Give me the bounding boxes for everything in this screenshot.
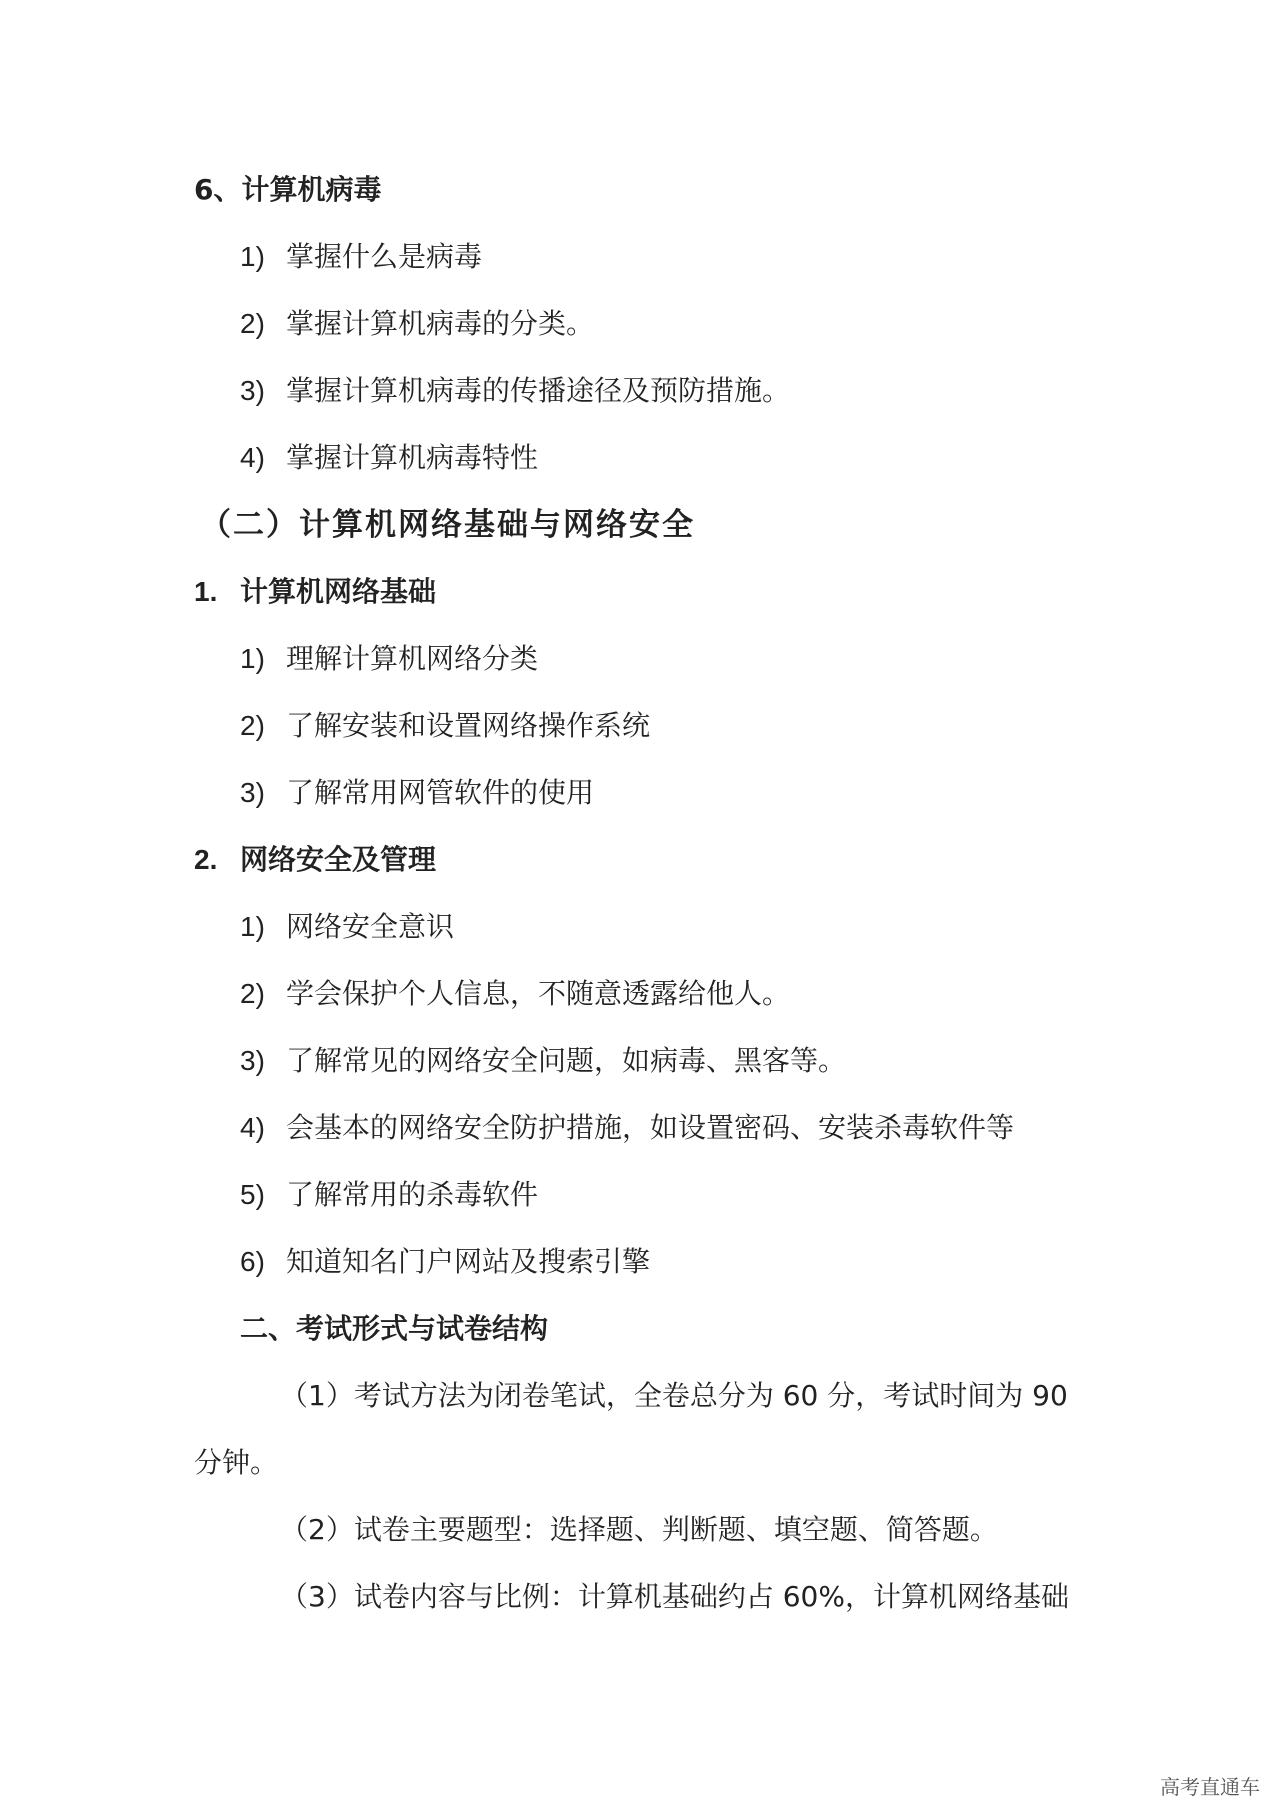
list-item — [240, 237, 482, 277]
list-item-number: 6) — [240, 1246, 265, 1277]
list-item-number: 2) — [240, 978, 265, 1009]
list-item-text: 会基本的网络安全防护措施，如设置密码、安装杀毒软件等 — [286, 1111, 1015, 1144]
list-item-text: 了解安装和设置网络操作系统 — [286, 709, 651, 742]
exam-section-heading: 二、考试形式与试卷结构 — [240, 1312, 549, 1345]
list-item-number: 1) — [240, 643, 265, 674]
list-item-number: 3) — [240, 777, 265, 808]
list-item-text: 了解常见的网络安全问题，如病毒、黑客等。 — [286, 1044, 847, 1077]
list-item — [240, 907, 454, 947]
subsection-1-title: 计算机网络基础 — [240, 575, 437, 608]
list-item — [240, 773, 594, 813]
list-item — [240, 639, 538, 679]
subsection-1-number: 1. — [194, 576, 218, 607]
list-item-number: 3) — [240, 1045, 265, 1076]
list-item-number: 1) — [240, 241, 265, 272]
list-item — [240, 371, 790, 411]
list-item-text: 掌握计算机病毒特性 — [286, 441, 539, 474]
list-item-number: 2) — [240, 710, 265, 741]
list-item — [240, 706, 650, 746]
list-item — [240, 438, 538, 478]
list-item-text: 了解常用的杀毒软件 — [286, 1178, 539, 1211]
list-item-text: 网络安全意识 — [286, 910, 455, 943]
exam-paragraph-2: （2）试卷主要题型：选择题、判断题、填空题、简答题。 — [280, 1513, 998, 1546]
list-item-text: 掌握计算机病毒的传播途径及预防措施。 — [286, 374, 791, 407]
section-6-heading — [194, 170, 382, 210]
list-item-number: 1) — [240, 911, 265, 942]
list-item-number: 4) — [240, 1112, 265, 1143]
list-item-text: 了解常用网管软件的使用 — [286, 776, 595, 809]
list-item-text: 掌握什么是病毒 — [286, 240, 483, 273]
list-item — [240, 1242, 650, 1282]
subsection-2-number: 2. — [194, 844, 218, 875]
section-6-number: 6、 — [194, 173, 242, 206]
list-item — [240, 1041, 846, 1081]
list-item — [240, 1108, 1014, 1148]
exam-paragraph-1-line-1: （1）考试方法为闭卷笔试，全卷总分为 60 分，考试时间为 90 — [280, 1379, 1068, 1412]
watermark-text: 高考直通车 — [1160, 1775, 1260, 1799]
section-6-title: 计算机病毒 — [241, 173, 382, 206]
list-item-text: 知道知名门户网站及搜索引擎 — [286, 1245, 651, 1278]
list-item-number: 2) — [240, 308, 265, 339]
list-item — [240, 304, 594, 344]
subsection-2-title: 网络安全及管理 — [240, 843, 437, 876]
subsection-2-heading — [194, 840, 436, 880]
list-item — [240, 974, 790, 1014]
list-item-number: 3) — [240, 375, 265, 406]
subsection-1-heading — [194, 572, 436, 612]
part-2-title: （二）计算机网络基础与网络安全 — [200, 507, 695, 543]
list-item-text: 掌握计算机病毒的分类。 — [286, 307, 595, 340]
list-item-text: 理解计算机网络分类 — [286, 642, 539, 675]
list-item-number: 5) — [240, 1179, 265, 1210]
list-item — [240, 1175, 538, 1215]
list-item-number: 4) — [240, 442, 265, 473]
list-item-text: 学会保护个人信息，不随意透露给他人。 — [286, 977, 791, 1010]
exam-paragraph-1-line-2: 分钟。 — [194, 1446, 279, 1479]
exam-paragraph-3: （3）试卷内容与比例：计算机基础约占 60%，计算机网络基础 — [280, 1580, 1069, 1613]
